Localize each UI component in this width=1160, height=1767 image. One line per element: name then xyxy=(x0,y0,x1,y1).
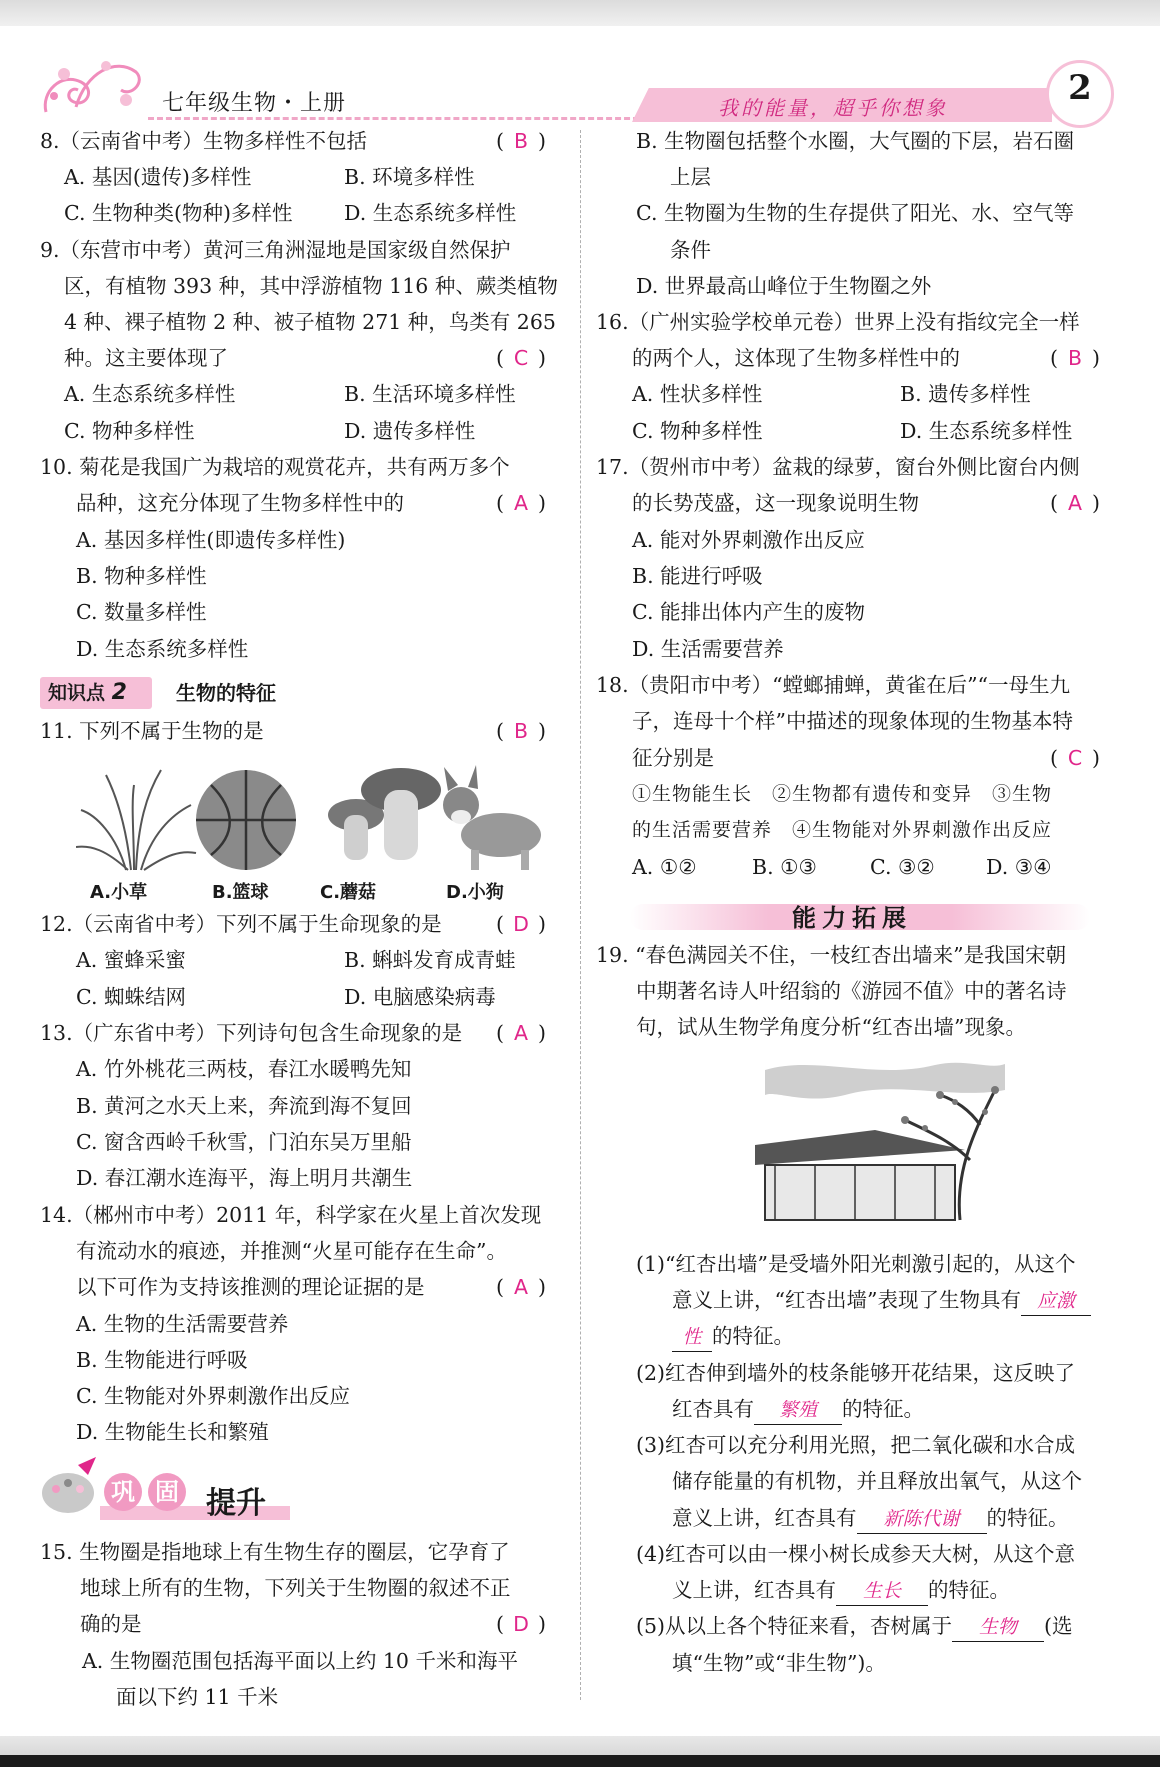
q12-option-d: D. 电脑感染病毒 xyxy=(344,985,496,1009)
q12-option-a: A. 蜜蜂采蜜 xyxy=(76,948,186,972)
consolidate-heading: 提升 xyxy=(206,1486,266,1521)
q9-option-a: A. 生态系统多样性 xyxy=(64,382,236,406)
palette-icon xyxy=(38,1455,102,1519)
q15-option-a-line-1: A. 生物圈范围包括海平面以上约 10 千米和海平 xyxy=(82,1649,518,1673)
q17-option-d: D. 生活需要营养 xyxy=(632,637,784,661)
q13-option-c: C. 窗含西岭千秋雪，门泊东吴万里船 xyxy=(76,1130,412,1154)
q12-answer-bracket: ( D ) xyxy=(496,912,546,936)
ability-heading: 能力拓展 xyxy=(792,904,912,932)
q19-p5-line-2: 填“生物”或“非生物”)。 xyxy=(672,1651,886,1675)
q17-option-a: A. 能对外界刺激作出反应 xyxy=(632,528,865,552)
q12-stem: 12.（云南省中考）下列不属于生命现象的是 xyxy=(40,912,442,936)
q14-line-2: 有流动水的痕迹，并推测“火星可能存在生命”。 xyxy=(76,1239,507,1263)
q19-p3-answer: 新陈代谢 xyxy=(857,1505,987,1534)
q15-answer: D xyxy=(513,1612,529,1636)
apricot-wall-illustration xyxy=(755,1050,1005,1238)
fig-label-d: D.小狗 xyxy=(446,882,504,903)
q11-answer: B xyxy=(513,719,529,743)
column-divider xyxy=(580,130,581,1700)
q18-option-a: A. ①② xyxy=(632,855,697,879)
q16-option-a: A. 性状多样性 xyxy=(632,382,763,406)
q19-p4-line-1: (4)红杏可以由一棵小树长成参天大树，从这个意 xyxy=(636,1542,1076,1566)
q19-line-3: 句，试从生物学角度分析“红杏出墙”现象。 xyxy=(636,1015,1026,1039)
q13-answer-bracket: ( A ) xyxy=(496,1021,546,1045)
q15-line-3: 确的是 xyxy=(80,1612,142,1636)
q13-option-d: D. 春江潮水连海平，海上明月共潮生 xyxy=(76,1166,413,1190)
q19-p3-line-3 xyxy=(672,1504,1069,1534)
q17-answer: A xyxy=(1067,491,1083,515)
q15-answer-bracket: ( D ) xyxy=(496,1612,546,1636)
knowledge-point-title: 生物的特征 xyxy=(176,681,276,705)
q19-p1-line-1: (1)“红杏出墙”是受墙外阳光刺激引起的，从这个 xyxy=(636,1252,1076,1276)
q12-answer: D xyxy=(513,912,529,936)
q9-answer-bracket: ( C ) xyxy=(496,346,546,370)
page-number: 2 xyxy=(1068,68,1092,108)
q19-p4-answer: 生长 xyxy=(836,1577,928,1606)
q8-option-d: D. 生态系统多样性 xyxy=(344,201,517,225)
q18-line-3: 征分别是 xyxy=(632,746,714,770)
q9-line-2: 区，有植物 393 种，其中浮游植物 116 种、蕨类植物 xyxy=(64,274,558,298)
q12-option-b: B. 蝌蚪发育成青蛙 xyxy=(344,948,516,972)
q18-items-line-2: 的生活需要营养 ④生物能对外界刺激作出反应 xyxy=(632,819,1053,841)
q18-option-b: B. ①③ xyxy=(752,855,817,879)
q9-line-1: 9.（东营市中考）黄河三角洲湿地是国家级自然保护 xyxy=(40,238,511,262)
q10-answer: A xyxy=(513,491,529,515)
q15-option-b-line-1: B. 生物圈包括整个水圈，大气圈的下层，岩石圈 xyxy=(636,129,1075,153)
slogan: 我的能量，超乎你想象 xyxy=(718,96,948,120)
fig-label-a: A.小草 xyxy=(90,882,148,903)
q19-p3-text: 意义上讲，红杏具有 xyxy=(672,1506,857,1530)
kp-label: 知识点 xyxy=(48,682,106,704)
q19-p5-line-1 xyxy=(636,1612,1073,1642)
q16-option-d: D. 生态系统多样性 xyxy=(900,419,1073,443)
q14-line-3: 以下可作为支持该推测的理论证据的是 xyxy=(76,1275,425,1299)
q16-option-c: C. 物种多样性 xyxy=(632,419,763,443)
q19-line-1: 19. “春色满园关不住，一枝红杏出墙来”是我国宋朝 xyxy=(596,943,1067,967)
q19-p2-text: 红杏具有 xyxy=(672,1397,754,1421)
dog-icon xyxy=(443,765,541,870)
q18-line-1: 18.（贵阳市中考）“螳螂捕蝉，黄雀在后”“一母生九 xyxy=(596,673,1071,697)
q11-stem: 11. 下列不属于生物的是 xyxy=(40,719,264,743)
q13-stem: 13.（广东省中考）下列诗句包含生命现象的是 xyxy=(40,1021,463,1045)
top-edge xyxy=(0,0,1160,28)
q9-option-c: C. 物种多样性 xyxy=(64,419,195,443)
q15-line-1: 15. 生物圈是指地球上有生物生存的圈层，它孕育了 xyxy=(40,1540,510,1564)
q8-option-c: C. 生物种类(物种)多样性 xyxy=(64,201,293,225)
q15-option-c-line-2: 条件 xyxy=(670,238,711,262)
q19-p1-suffix: 的特征。 xyxy=(712,1324,794,1348)
q19-p1-line-3 xyxy=(672,1322,794,1352)
consolidate-badge-2: 固 xyxy=(148,1473,186,1511)
q10-line-1: 10. 菊花是我国广为栽培的观赏花卉，共有两万多个 xyxy=(40,455,510,479)
q15-option-a-line-2: 面以下约 11 千米 xyxy=(116,1685,279,1709)
q16-line-1: 16.（广州实验学校单元卷）世界上没有指纹完全一样 xyxy=(596,310,1080,334)
q8-option-a: A. 基因(遗传)多样性 xyxy=(64,165,252,189)
q19-p2-answer: 繁殖 xyxy=(754,1396,842,1425)
q14-answer: A xyxy=(513,1275,529,1299)
mushroom-icon xyxy=(328,768,441,860)
q15-line-2: 地球上所有的生物，下列关于生物圈的叙述不正 xyxy=(80,1576,511,1600)
q9-line-3: 4 种、裸子植物 2 种、被子植物 271 种，鸟类有 265 xyxy=(64,310,556,334)
book-title: 七年级生物・上册 xyxy=(162,91,347,116)
q16-answer: B xyxy=(1067,346,1083,370)
q10-answer-bracket: ( A ) xyxy=(496,491,546,515)
q11-answer-bracket: ( B ) xyxy=(496,719,546,743)
q9-option-d: D. 遗传多样性 xyxy=(344,419,476,443)
q12-option-c: C. 蜘蛛结网 xyxy=(76,985,186,1009)
q19-p3-line-2: 储存能量的有机物，并且释放出氧气，从这个 xyxy=(672,1469,1082,1493)
q19-line-2: 中期著名诗人叶绍翁的《游园不值》中的著名诗 xyxy=(636,979,1067,1003)
bottom-strip xyxy=(0,1755,1160,1767)
q8-answer-bracket: ( B ) xyxy=(496,129,546,153)
q8-answer: B xyxy=(513,129,529,153)
q19-p3-suffix: 的特征。 xyxy=(986,1506,1069,1530)
q18-option-d: D. ③④ xyxy=(986,855,1052,879)
q14-option-a: A. 生物的生活需要营养 xyxy=(76,1312,289,1336)
q19-p5-answer: 生物 xyxy=(952,1613,1044,1642)
q19-p4-suffix: 的特征。 xyxy=(928,1578,1010,1602)
consolidate-badge-1: 巩 xyxy=(104,1473,142,1511)
q18-answer: C xyxy=(1067,746,1083,770)
q14-option-b: B. 生物能进行呼吸 xyxy=(76,1348,248,1372)
q18-items-line-1: ①生物能生长 ②生物都有遗传和变异 ③生物 xyxy=(632,783,1053,805)
q16-answer-bracket: ( B ) xyxy=(1050,346,1100,370)
q10-option-d: D. 生态系统多样性 xyxy=(76,637,249,661)
q13-option-a: A. 竹外桃花三两枝，春江水暖鸭先知 xyxy=(76,1057,412,1081)
q17-line-2: 的长势茂盛，这一现象说明生物 xyxy=(632,491,919,515)
basketball-icon xyxy=(196,770,296,870)
q15-option-d: D. 世界最高山峰位于生物圈之外 xyxy=(636,274,932,298)
q19-p5-text: (5)从以上各个特征来看，杏树属于 xyxy=(636,1614,953,1638)
q10-option-b: B. 物种多样性 xyxy=(76,564,207,588)
grass-icon xyxy=(76,770,196,870)
q17-option-c: C. 能排出体内产生的废物 xyxy=(632,600,865,624)
floral-swirl-icon xyxy=(36,52,146,124)
q19-p5-suffix: (选 xyxy=(1044,1614,1073,1638)
knowledge-point-badge xyxy=(40,677,152,709)
q13-answer: A xyxy=(513,1021,529,1045)
q18-line-2: 子，连母十个样”中描述的现象体现的生物基本特 xyxy=(632,709,1073,733)
kp-number: 2 xyxy=(111,680,127,705)
q16-option-b: B. 遗传多样性 xyxy=(900,382,1031,406)
q17-line-1: 17.（贺州市中考）盆栽的绿萝，窗台外侧比窗台内侧 xyxy=(596,455,1080,479)
q19-p4-line-2 xyxy=(672,1576,1010,1606)
q18-option-c: C. ③② xyxy=(870,855,935,879)
q15-option-b-line-2: 上层 xyxy=(670,165,711,189)
q8-stem: 8.（云南省中考）生物多样性不包括 xyxy=(40,129,368,153)
q16-line-2: 的两个人，这体现了生物多样性中的 xyxy=(632,346,960,370)
q14-line-1: 14.（郴州市中考）2011 年，科学家在火星上首次发现 xyxy=(40,1203,542,1227)
q9-line-4: 种。这主要体现了 xyxy=(64,346,228,370)
q19-p2-line-2 xyxy=(672,1395,924,1425)
fig-label-b: B.篮球 xyxy=(212,882,269,903)
q19-p2-suffix: 的特征。 xyxy=(842,1397,924,1421)
header-dashed-rule xyxy=(148,117,648,120)
q19-p1-answer-2: 性 xyxy=(672,1323,712,1352)
q8-option-b: B. 环境多样性 xyxy=(344,165,475,189)
q9-answer: C xyxy=(513,346,529,370)
q10-line-2: 品种，这充分体现了生物多样性中的 xyxy=(76,491,404,515)
q14-option-d: D. 生物能生长和繁殖 xyxy=(76,1420,269,1444)
bottom-edge xyxy=(0,1736,1160,1767)
q19-p2-line-1: (2)红杏伸到墙外的枝条能够开花结果，这反映了 xyxy=(636,1361,1076,1385)
q17-answer-bracket: ( A ) xyxy=(1050,491,1100,515)
q18-answer-bracket: ( C ) xyxy=(1050,746,1100,770)
q19-p3-line-1: (3)红杏可以充分利用光照，把二氧化碳和水合成 xyxy=(636,1433,1076,1457)
q13-option-b: B. 黄河之水天上来，奔流到海不复回 xyxy=(76,1094,412,1118)
q15-option-c-line-1: C. 生物圈为生物的生存提供了阳光、水、空气等 xyxy=(636,201,1074,225)
q19-p1-text: 意义上讲，“红杏出墙”表现了生物具有 xyxy=(672,1288,1021,1312)
q14-option-c: C. 生物能对外界刺激作出反应 xyxy=(76,1384,350,1408)
q17-option-b: B. 能进行呼吸 xyxy=(632,564,763,588)
q19-p4-text: 义上讲，红杏具有 xyxy=(672,1578,836,1602)
q10-option-c: C. 数量多样性 xyxy=(76,600,207,624)
q19-p1-line-2 xyxy=(672,1286,1091,1316)
q10-option-a: A. 基因多样性(即遗传多样性) xyxy=(76,528,346,552)
q9-option-b: B. 生活环境多样性 xyxy=(344,382,516,406)
fig-label-c: C.蘑菇 xyxy=(320,882,377,903)
q14-answer-bracket: ( A ) xyxy=(496,1275,546,1299)
q19-p1-answer-1: 应激 xyxy=(1021,1287,1091,1316)
